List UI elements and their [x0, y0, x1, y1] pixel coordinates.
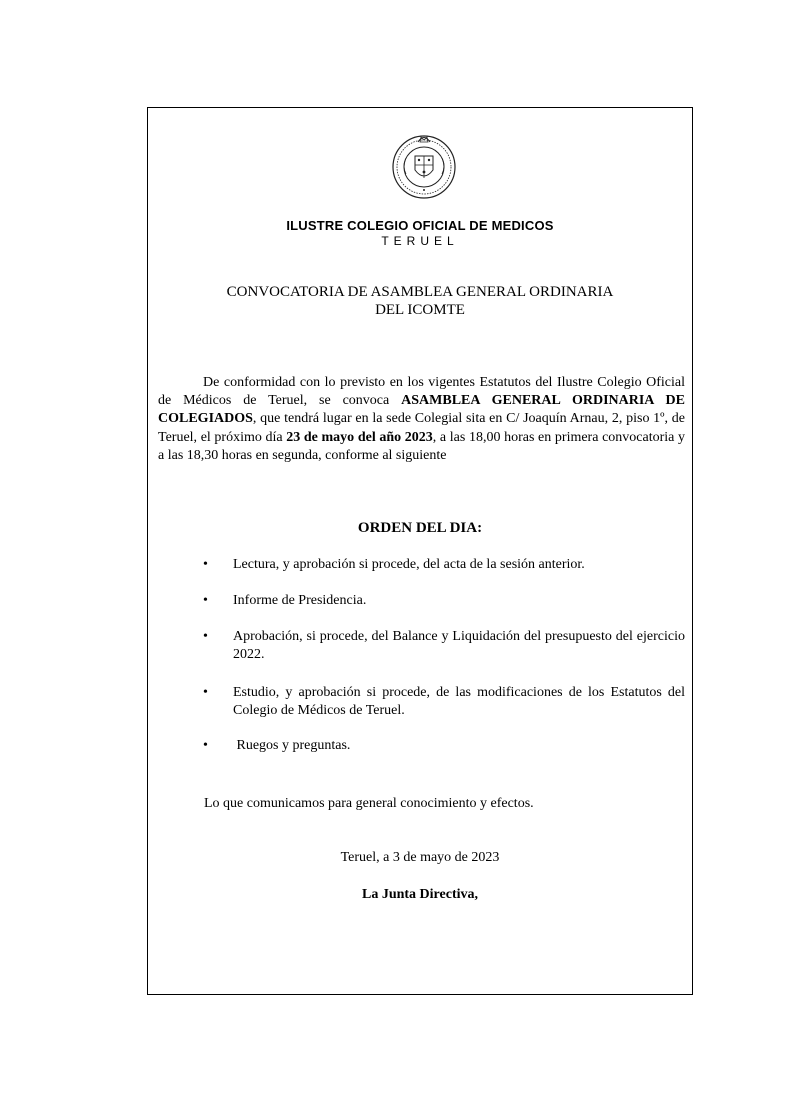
paragraph-text-3: , a las 18,00 horas en primera convocatoria y a las 18,30 horas en segunda, conforme al siguiente [158, 429, 686, 463]
paragraph-text-1: De conformidad con lo previsto en los vigentes Estatutos del Ilustre Colegio Oficial de Médicos de Teruel, se convoca [158, 375, 685, 409]
agenda-item-text: Aprobación, si procede, del Balance y Liquidación del presupuesto del ejercicio 2022. [233, 629, 685, 662]
convocation-paragraph [158, 374, 685, 465]
closing-text: Lo que comunicamos para general conocimiento y efectos. [204, 796, 534, 811]
place-date: Teruel, a 3 de mayo de 2023 [340, 850, 500, 865]
agenda-list [203, 556, 685, 755]
bullet-icon: • [203, 629, 208, 644]
org-city: TERUEL [381, 234, 459, 248]
document-title-line-2: DEL ICOMTE [375, 302, 465, 318]
document-title-line-1: CONVOCATORIA DE ASAMBLEA GENERAL ORDINARIA [226, 284, 614, 300]
college-seal-icon [388, 130, 460, 202]
agenda-item [203, 556, 685, 574]
bullet-icon: • [203, 593, 208, 608]
signature: La Junta Directiva, [361, 887, 478, 902]
meeting-date: 23 de mayo del año 2023 [286, 429, 433, 445]
org-name: ILUSTRE COLEGIO OFICIAL DE MEDICOS [286, 218, 554, 233]
agenda-item-text: Ruegos y preguntas. [233, 738, 351, 753]
agenda-item [203, 684, 685, 720]
agenda-item [203, 628, 685, 664]
agenda-item [203, 737, 685, 755]
agenda-heading: ORDEN DEL DIA: [357, 520, 483, 536]
paragraph-text-2: , que tendrá lugar en la sede Colegial sita en C/ Joaquín Arnau, 2, piso 1º, de Teruel, el próximo día [158, 411, 685, 445]
agenda-item [203, 592, 685, 610]
agenda-item-text: Informe de Presidencia. [233, 593, 367, 608]
agenda-item-text: Estudio, y aprobación si procede, de las modificaciones de los Estatutos del Colegio de Médicos de Teruel. [233, 685, 685, 718]
assembly-name: ASAMBLEA GENERAL ORDINARIA DE COLEGIADOS [158, 393, 685, 427]
agenda-item-text: Lectura, y aprobación si procede, del acta de la sesión anterior. [233, 557, 585, 572]
bullet-icon: • [203, 557, 208, 572]
bullet-icon: • [203, 685, 208, 700]
bullet-icon: • [203, 738, 208, 753]
